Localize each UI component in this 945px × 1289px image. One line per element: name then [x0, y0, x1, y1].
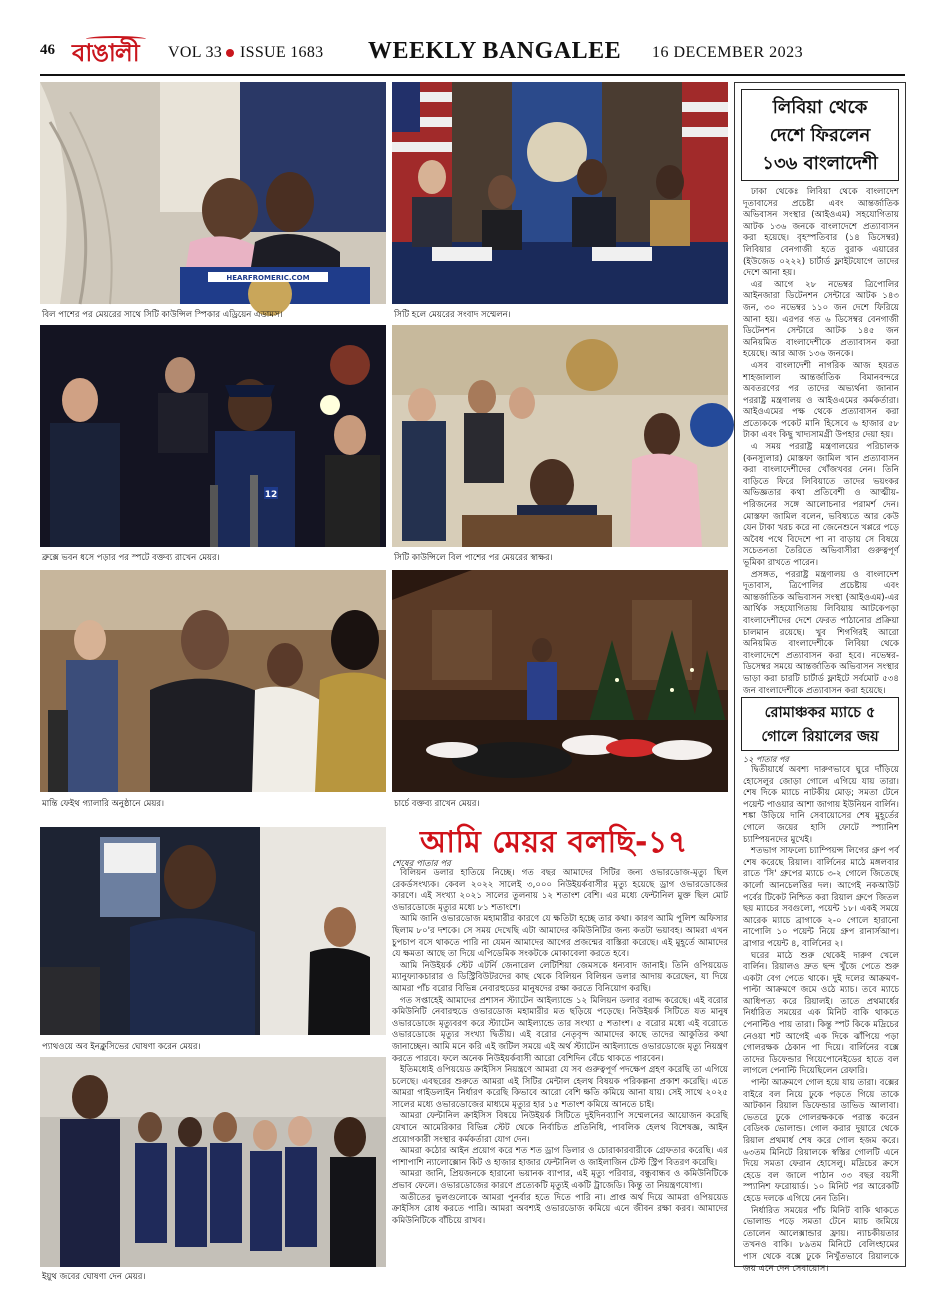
photo-speaker-embrace: [40, 82, 386, 304]
publication-title: WEEKLY BANGALEE: [368, 38, 622, 64]
real-paragraph: ঘরের মাঠে শুরু থেকেই দারুণ খেলে বার্লিন। রিয়ালও দ্রুত ছন্দ খুঁজে পেতে শুরু একটা বেগ পেতে থাকে। দুই দলের আক্রমণ-পাল্টা আক্রমণে জমে ওঠে ম্যাচ। তবে ম্যাচে আধিপত্য করে রিয়ালই। তাতে প্রথমার্ধের নির্ধারিত সময়ের এক মিনিট বাকি থাকতে পেনাল্টিও পায় তারা। কিন্তু স্পট কিকে মদ্রিচের নেওয়া শট আগেই এক দিকে ঝাঁপিয়ে পড়া গোলরক্ষক ঠেকান পা দিয়ে। বার্লিনের বক্সে তাদের ডিফেন্ডার গিয়েপোনেইডের হাতে বল লাগলে পেনাল্টি দিয়েছিলেন রেফারি।: [743, 950, 899, 1077]
bullet-dot-icon: [226, 49, 234, 57]
photo-caption: প্যাথওয়ে অব ইনক্লুসিভের ঘোষণা করেন মেয়র।: [42, 1042, 201, 1052]
mayor-paragraph: আমি জানি ওভারডোজ মহামারীর কারণে যে ক্ষতিটা হচ্ছে তার কথা। কারণ আমি পুলিশ অফিসার ছিলাম ৮০'র দশকে। সে সময় দেখেছি এটা আমাদের কমিউনিটির জন্য কতটা ভয়াবহ। আমরা এখন চুপচাপ বসে থাকতে পারি না যেমন আমাদের আগের প্রজন্মের বাস্তিরা করেছে। এই মুহূর্তে আমাদের যে ক্ষমতা আছে তা দিয়ে এপিডেমিক সংকটকে মোকাবেলা করতে হবে।: [392, 914, 728, 960]
mayor-paragraph: বিলিয়ন ডলার হাতিয়ে নিচ্ছে। গত বছর আমাদের সিটির জন্য ওভারডোজ-মৃত্যু ছিল রেকর্ডসংখ্যক। কেবল ২০২২ সালেই ৩,০০০ নিউইয়র্কবাসীর মৃত্যু হয়েছে ড্রাগ ওভারডোজের কারণে। এই সংখ্যা ২০২১ সালের তুলনায় ১২ শতাংশ বেশি। এর মধ্যে ফেন্টানিল মুক্ত ছিল মোট ওভারডোজে মৃত্যুর মধ্যে ৮১ শতাংশে।: [392, 868, 728, 913]
real-paragraph: শতভাগ সাফল্যে চ্যাম্পিয়ন্স লিগের গ্রুপ পর্ব শেষ করেছে রিয়াল। বার্লিনের মাঠে মঙ্গলবার রাতে 'সি' গ্রুপের ম্যাচে ৩-২ গোলে জিতেছে কার্লো আনচেলত্তির দল। আগেই নকআউট পর্বের টিকেট নিশ্চিত করা রিয়াল গ্রুপে জিতল ছয় ম্যাচের সবগুলো, পয়েন্ট ১৮। একই সময়ে আরেক ম্যাচে ব্রাগাকে ২-০ গোলে হারানো নাপোলি ১০ পয়েন্ট নিয়ে গ্রুপ রানার্সআপ। ব্রাগার পয়েন্ট ৪, বার্লিনের ২।: [743, 846, 899, 949]
mayor-paragraph: গত সপ্তাহেই আমাদের প্রশাসন স্ট্যাটেন আইল্যান্ডে ১২ মিলিয়ন ডলার বরাদ্দ করেছে। এই বরোর কমিউনিটি নেবারহুডে ওভারডোজ মহামারীর মত ছড়িয়ে পড়েছে। নিউইয়র্ক সিটিতে যত মানুষ ওভারডোজে মৃত্যুবরণ করে স্ট্যাটেন আইল্যান্ডে তার সংখ্যা ৫ শতাংশ। ৫ বরোর মধ্যে এই বরোতে ওভারডোজে মৃত্যুর সংখ্যা দ্বিতীয়। এই বরোর নেতৃবৃন্দ আমাদের কাছে তাদের আকুতির কথা জানাচ্ছেন। আমি মনে করি এই জটিল সময়ে এই অর্থ স্ট্যাটেন আইল্যান্ডে ওভারডোজে মৃত্যু নিয়ন্ত্রণ করতে পারবে। ফলে অনেক নিউইয়র্কবাসী আরো বেশিদিন বেঁচে থাকতে পারবেন।: [392, 995, 728, 1064]
mayor-paragraph: আমি নিউইয়র্ক স্টেট এটর্নি জেনারেল লেটিশিয়া জেমসকে ধন্যবাদ জানাই। তিনি ওপিয়য়েড ম্যানুফ্যাকচারার ও ডিস্ট্রিবিউটরদের কাছ থেকে বিলিয়ন বিলিয়ন ডলার আদায় করেছেন, যা দিয়ে আমরা পাঁচ বরোর বিভিন্ন নেবারহুডের মানুষদের রক্ষা করতে বিনিয়োগ করছি।: [392, 960, 728, 994]
photo-caption: চার্চে বক্তব্য রাখেন মেয়র।: [394, 799, 480, 809]
mayor-paragraph: ইতিমধ্যেই ওপিয়য়েড ক্রাইসিস নিয়ন্ত্রণে আমরা যে সব গুরুত্বপূর্ণ পদক্ষেপ গ্রহণ করেছি তা এগিয়ে চলেছে। এবছরের শুরুতে আমরা এই সিটির মেন্টাল হেলথ বিষয়ক পরিকল্পনা প্রকাশ করেছি। এতে আমরা গাইডলাইন নির্ধারণ করেছি কিভাবে আরো বেশি ক্ষতি কমিয়ে আনা যায়। সেই সাথে ২০২৫ সালের মধ্যে ওভারডোজের মাধ্যমে মৃত্যুর হার ১৫ শতাংশ কমিয়ে আনতে চাই।: [392, 1065, 728, 1110]
real-paragraph: পাল্টা আক্রমণে গোল হয়ে যায় তারা। বক্সের বাইরে বল নিয়ে ঢুকে পড়তে গিয়ে তাকে আটকান রিয়াল ডিফেন্ডার ডাভিড আলাবা। ভেতরে ঢুকে গোলরক্ষককে পরাস্ত করেন বেডিংক ভোলান্ড। গোল করার দুয়ারে থেকে রিয়াল প্রথমার্ধ শেষ করে গোল হজম করে। ৬৩তম মিনিটে রিয়ালকে স্বস্তির গোলটি এনে দিয়ে সমতা ফেরান হোসেলু। মদ্রিচের ক্রসে হেডে বল জালে পাঠান ৩৩ বছর বয়সী স্প্যানিশ ফরোয়ার্ড। ১০ মিনিট পর আরেকটি হেডে দলকে এগিয়ে নেন তিনি।: [743, 1078, 899, 1204]
photo-bill-signing: [392, 325, 728, 547]
real-headline-line: রোমাঞ্চকর ম্যাচে ৫: [764, 705, 876, 721]
real-article-body: [743, 765, 899, 1274]
logo-text: বাঙালী: [72, 39, 139, 67]
real-continued: ১২ পাতার পর: [743, 755, 789, 764]
photo-caption: বিল পাশের পর মেয়রের সাথে সিটি কাউন্সিল স্পিকার এড্রিয়েন এডামস।: [42, 310, 283, 320]
mayor-article-title: আমি মেয়র বলছি-১৭: [420, 825, 688, 860]
real-headline-box: [741, 697, 899, 751]
libya-headline-box: [741, 89, 899, 181]
photo-church-speech: [392, 570, 728, 792]
photo-press-conference: [392, 82, 728, 304]
libya-headline-line: ১৩৬ বাংলাদেশী: [762, 153, 878, 174]
real-paragraph: নির্ধারিত সময়ের পাঁচ মিনিট বাকি থাকতে ভোলান্ড পড়ে সমতা টেনে ম্যাচ জমিয়ে তোলেন আলেক্সান্ডার ফ্রায়। ন্যাচকীয়তার তখনও বাকি। ৮৯তম মিনিটে বেলিংহামের পাস থেকে বক্সে ঢুকে নিখুঁতভাবে রিয়ালকে জয় এনে দেন সেবায়োস।: [743, 1205, 899, 1274]
photo-caption: সিটি হলে মেয়রের সংবাদ সম্মেলন।: [394, 310, 511, 320]
page-number: 46: [40, 42, 55, 58]
podium-sign-text: HEARFROMERIC.COM: [226, 274, 310, 282]
photo-caption: ব্রুক্সে ভবন ধসে পড়ার পর স্পটে বক্তব্য রাখেন মেয়র।: [42, 553, 220, 563]
header-rule: [40, 74, 905, 76]
mic-flag-text: 12: [264, 490, 278, 500]
mayor-paragraph: আমরা জানি, প্রিয়জনকে হারানো ভয়ানক ব্যাপার, এই মৃত্যু পরিবার, বন্ধুবান্ধব ও কমিউনিটিকে প্রভাব ফেলে। ওভারডোজের কারণে প্রত্যেকটি মৃত্যুই একটি ট্রাজেডি। কিন্তু তা নিয়ন্ত্রণযোগ্য।: [392, 1169, 728, 1192]
mayor-article-body: [392, 868, 728, 1268]
volume-label: VOL 33: [168, 44, 223, 61]
real-paragraph: দ্বিতীয়ার্ধে অবশ্য দারুণভাবে ঘুরে দাঁড়িয়ে হোসেলুর জোড়া গোলে এগিয়ে যায় তারা। শেষ দিকে ম্যাচে নাটকীয় মোড়; সমতা টেনে পয়েন্ট পাওয়ার আশা জাগায় ইউনিয়ন বার্লিন। শঙ্কা উড়িয়ে দানি সেবায়োসের শেষ মুহূর্তের গোলে জয়ের হাসি ফোটে স্প্যানিশ চ্যাম্পিয়নদের মুখেই।: [743, 765, 899, 845]
masthead: [0, 0, 945, 76]
photo-building-collapse: [40, 325, 386, 547]
libya-paragraph: এর আগে ২৮ নভেম্বর ত্রিপোলির আইনজারা ডিটেনশন সেন্টারে আটক ১৪৩ জন, ৩০ নভেম্বর ১১০ জন দেশে ফিরিয়ে আনা হয়। এরপর গত ৬ ডিসেম্বর বেনগাজী ডিটেনশন সেন্টারে আটক ১৪৫ জন অনিয়মিত বাংলাদেশীকে প্রত্যাবাসন করা হয়েছে। আর আজ ১৩৬ জনকে।: [743, 279, 899, 360]
libya-article-body: [743, 187, 900, 696]
photo-gallery-event: [40, 570, 386, 792]
mayor-paragraph: অতীতের ভুলগুলোকে আমরা পুনর্বার হতে দিতে পারি না। প্রাপ্ত অর্থ দিয়ে আমরা ওপিয়য়েড ক্রাইসিস রোধ করতে পারি। আমরা অবশ্যই ওভারডোজ কমিয়ে এনে জীবন রক্ষা করব। আমাদের কমিউনিটিকে বাঁচিয়ে রাখব।: [392, 1192, 728, 1226]
photo-youth-jobs: [40, 1057, 386, 1267]
issue-label: ISSUE 1683: [240, 44, 324, 61]
libya-paragraph: এসব বাংলাদেশী নাগরিক আজ হযরত শাহজালাল আন্তর্জাতিক বিমানবন্দরে অবতরণের পর তাদের অভ্যর্থনা জানান পররাষ্ট্র মন্ত্রণালয় ও আইওএমের কর্মকর্তারা। আইওএমের পক্ষ থেকে প্রত্যাবাসন করা প্রত্যেককে পকেট মানি হিসেবে ৬ হাজার ৫৮ টাকা এবং কিছু খাদ্যসামগ্রী উপহার দেয়া হয়।: [743, 360, 899, 441]
issue-date: 16 DECEMBER 2023: [652, 44, 804, 61]
libya-paragraph: প্রসঙ্গত, পররাষ্ট্র মন্ত্রণালয় ও বাংলাদেশ দূতাবাস, ত্রিপোলির প্রচেষ্টায় এবং আন্তর্জাতিক অভিবাসন সংস্থা (আইওএম)-এর আর্থিক সহযোগিতায় লিবিয়ায় আটকেপড়া বাংলাদেশীদের দেশে ফেরত পাঠানোর প্রক্রিয়া চালমান রয়েছে। খুব শিগগিরই আরো অনিয়মিত বাংলাদেশীকে লিবিয়া থেকে বাংলাদেশে প্রত্যাবাসন করা হবে। নভেম্বর-ডিসেম্বর সময়ে আন্তর্জাতিক অভিবাসন সংস্থার ভাড়া করা চারটি চার্টার্ড ফ্লাইটে সর্বমোট ৫৩৪ জন বাংলাদেশীকে প্রত্যাবাসন করা হয়েছে।: [743, 569, 899, 696]
libya-paragraph: ঢাকা থেকেঃ লিবিয়া থেকে বাংলাদেশ দূতাবাসের প্রচেষ্টা এবং আন্তর্জাতিক অভিবাসন সংস্থার (আইওএম) সহযোগিতায় আটক ১৩৬ জনকে বাংলাদেশে প্রত্যাবাসন করা হয়েছে। বৃহস্পতিবার (১৪ ডিসেম্বর) লিবিয়ার বেনগাজী হতে বুরাক এয়ারের (ইউজেড ০২২২) চার্টার্ড ফ্লাইটযোগে তাদের দেশে আনা হয়।: [743, 187, 899, 279]
mayor-paragraph: আমরা কঠোর আইন প্রয়োগ করে শত শত ড্রাগ ডিলার ও চোরাকারবারীকে গ্রেফতার করেছি। এর পাশাপাশি ন্যালোক্সোন কিট ও হাজার হাজার ফেন্টানিল ও জাইলাজিন টেস্ট স্ট্রিপ বিতরণ করেছি।: [392, 1146, 728, 1168]
photo-caption: ইয়ুথ জবের ঘোষণা দেন মেয়র।: [42, 1272, 146, 1282]
real-headline-line: গোলে রিয়ালের জয়: [761, 729, 879, 745]
mayor-paragraph: আমরা ফেন্টানিল ক্রাইসিস বিষয়ে নিউইয়র্ক সিটিতে দুইদিনব্যাপি সম্মেলনের আয়োজন করেছি যেখানে আমেরিকার বিভিন্ন স্টেট থেকে নির্বাচিত প্রতিনিধি, পাবলিক হেলথ বিশেষজ্ঞ, আইন প্রয়োগকারী সংস্থার কর্মকর্তারা যোগ দেন।: [392, 1111, 728, 1145]
photo-caption: মান্তি ফেইথ গ্যালারি অনুষ্ঠানে মেয়র।: [42, 799, 165, 809]
libya-headline-line: লিবিয়া থেকে: [772, 97, 868, 118]
photo-pathways-announcement: [40, 827, 386, 1035]
right-column: [734, 82, 906, 1274]
photo-caption: সিটি কাউন্সিলে বিল পাশের পর মেয়রের স্বাক্ষর।: [394, 553, 553, 563]
newspaper-logo: [72, 36, 158, 70]
mayor-article-continued: শেষের পাতার পর: [392, 859, 451, 869]
libya-paragraph: এ সময় পররাষ্ট্র মন্ত্রণালয়ের পরিচালক (কনস্যুলার) মোস্তফা জামিল খান প্রত্যাবাসন করা বাংলাদেশীদের খোঁজখবর নেন। তিনি বাড়িতে ফিরে লিবিয়াতে তাদের ভয়ংকর অভিজ্ঞতার কথা প্রতিবেশী ও আত্মীয়-পরিজনের সঙ্গে আলোচনার পরামর্শ দেন। মোস্তফা জামিল বলেন, ভবিষ্যতে আর কেউ যেন টাকা খরচ করে না জেনেশুনে খপ্পরে পড়ে অবৈধ পথে বিদেশে পা না বাড়ায় সে বিষয়ে সচেতনতা তৈরিতে অভিবাসীরা গুরুত্বপূর্ণ ভূমিকা রাখতে পারেন।: [743, 442, 900, 568]
libya-headline-line: দেশে ফিরলেন: [769, 125, 871, 146]
